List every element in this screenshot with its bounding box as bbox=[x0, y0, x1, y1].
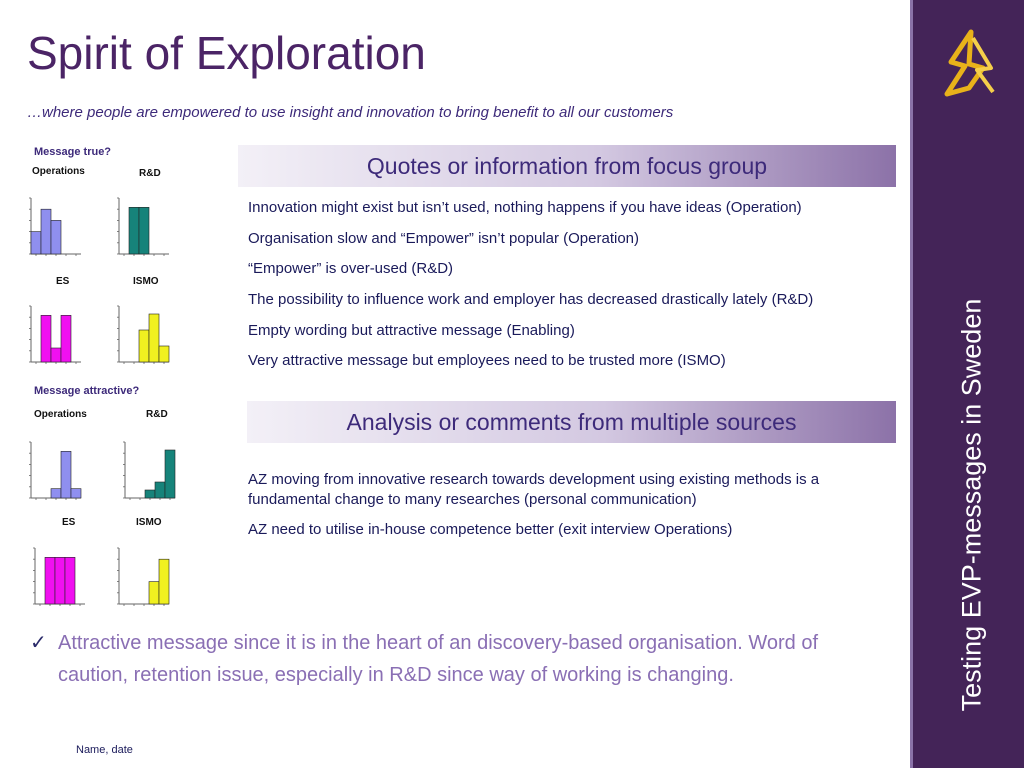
slide-title: Spirit of Exploration bbox=[27, 27, 426, 79]
bar-chart-es-true bbox=[24, 300, 86, 370]
chart-bar bbox=[71, 489, 81, 498]
bar-chart-operations-true bbox=[24, 192, 86, 262]
bar-chart-operations-attractive bbox=[24, 436, 86, 506]
chart-bar bbox=[51, 220, 61, 254]
chart-title: R&D bbox=[146, 409, 168, 420]
chart-bar bbox=[65, 557, 75, 604]
message-true-label: Message true? bbox=[34, 146, 112, 158]
bar-chart-rd-true bbox=[112, 192, 174, 262]
chart-bar bbox=[51, 348, 61, 362]
chart-title: Operations bbox=[34, 409, 87, 420]
chart-bar bbox=[149, 314, 159, 362]
chart-bar bbox=[45, 557, 55, 604]
message-attractive-label: Message attractive? bbox=[34, 385, 140, 397]
analysis-heading: Analysis or comments from multiple sources bbox=[247, 401, 896, 443]
conclusion bbox=[30, 627, 870, 691]
conclusion-text: Attractive message since it is in the heart of an discovery-based organisation. Word of caution, retention issue, especially in R&D since way of working is changing. bbox=[58, 632, 819, 686]
list-item: AZ need to utilise in-house competence better (exit interview Operations) bbox=[248, 521, 733, 538]
list-item: AZ moving from innovative research towards development using existing methods is a fundamental change to many researches (personal communication) bbox=[248, 471, 820, 508]
checkmark-icon: ✓ bbox=[30, 632, 47, 654]
quotes-list bbox=[248, 198, 898, 382]
chart-title: Operations bbox=[32, 166, 85, 177]
analysis-list bbox=[248, 470, 898, 550]
chart-bar bbox=[51, 489, 61, 498]
chart-bar bbox=[31, 232, 41, 254]
company-logo-icon bbox=[939, 28, 1001, 100]
footer-name-date: Name, date bbox=[76, 744, 133, 756]
list-item: Innovation might exist but isn’t used, nothing happens if you have ideas (Operation) bbox=[248, 199, 802, 216]
chart-bar bbox=[129, 207, 139, 254]
chart-bar bbox=[61, 451, 71, 498]
chart-bar bbox=[139, 330, 149, 362]
bar-chart-ismo-attractive bbox=[112, 542, 174, 612]
chart-bar bbox=[145, 490, 155, 498]
chart-bar bbox=[139, 207, 149, 254]
chart-bar bbox=[159, 346, 169, 362]
chart-bar bbox=[61, 315, 71, 362]
list-item: Empty wording but attractive message (Enabling) bbox=[248, 321, 575, 339]
chart-bar bbox=[165, 450, 175, 498]
chart-bar bbox=[159, 559, 169, 604]
list-item: “Empower” is over-used (R&D) bbox=[248, 260, 454, 278]
chart-title: ES bbox=[62, 517, 76, 528]
bar-chart-es-attractive bbox=[28, 542, 90, 612]
bar-chart-rd-attractive bbox=[118, 436, 180, 506]
list-item: Very attractive message but employees need to be trusted more (ISMO) bbox=[248, 352, 726, 370]
slide-subtitle: …where people are empowered to use insight and innovation to bring benefit to all our customers bbox=[27, 104, 674, 121]
chart-title: R&D bbox=[139, 168, 161, 179]
chart-bar bbox=[41, 315, 51, 362]
list-item: The possibility to influence work and employer has decreased drastically lately (R&D) bbox=[248, 291, 814, 309]
quotes-heading: Quotes or information from focus group bbox=[238, 145, 896, 187]
chart-title: ISMO bbox=[136, 517, 162, 528]
chart-title: ISMO bbox=[133, 276, 159, 287]
chart-bar bbox=[55, 557, 65, 604]
chart-bar bbox=[41, 209, 51, 254]
chart-bar bbox=[149, 582, 159, 604]
list-item: Organisation slow and “Empower” isn’t popular (Operation) bbox=[248, 229, 640, 247]
bar-chart-ismo-true bbox=[112, 300, 174, 370]
chart-bar bbox=[155, 482, 165, 498]
sidebar-title: Testing EVP-messages in Sweden bbox=[956, 298, 987, 712]
chart-title: ES bbox=[56, 276, 70, 287]
